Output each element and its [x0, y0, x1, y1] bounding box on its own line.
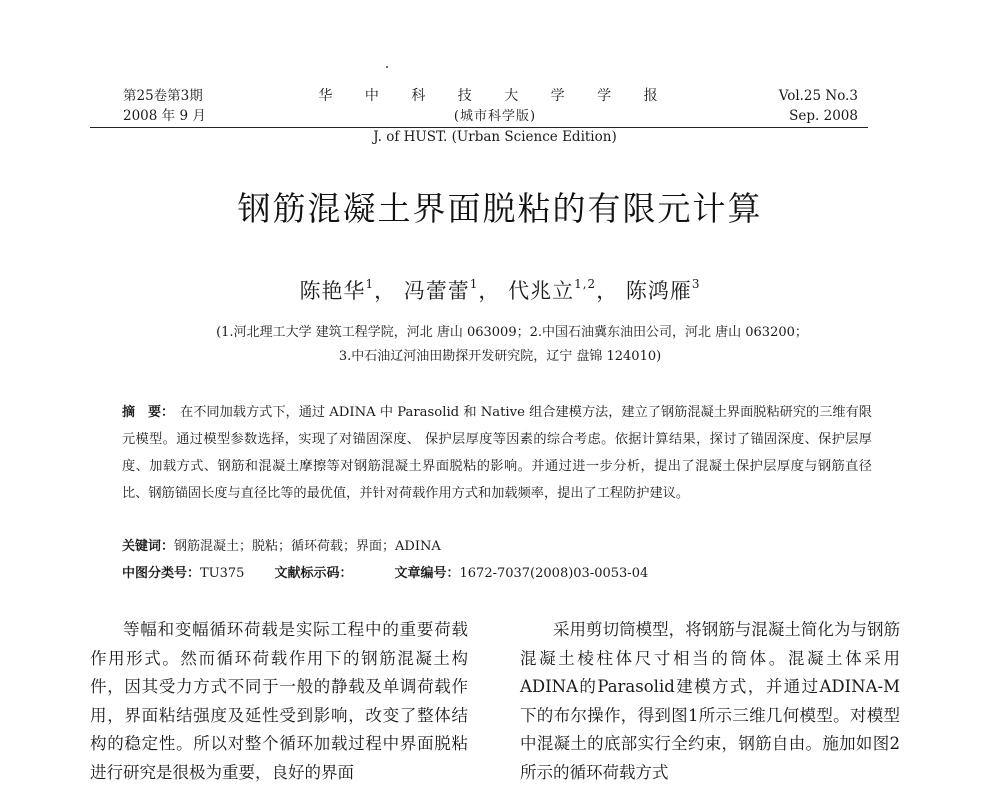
journal-name-cn: 华 中 科 技 大 学 学 报(城市科学版)	[318, 88, 672, 124]
doc-code-label: 文献标示码：	[274, 566, 353, 581]
body-paragraph: 采用剪切筒模型，将钢筋与混凝土简化为与钢筋混凝土棱柱体尺寸相当的筒体。混凝土体采用ADINA的Parasolid建模方式，并通过ADINA-M下的布尔操作，得到图1所示三维几何模型。对模型中混凝土的底部实行全约束，钢筋自由。施加如图2所示的循环荷载方式	[520, 620, 900, 782]
journal-name-en: J. of HUST. (Urban Science Edition)	[373, 129, 617, 145]
paper-title: 钢筋混凝土界面脱粘的有限元计算	[237, 189, 763, 228]
abstract-text: 在不同加载方式下，通过 ADINA 中 Parasolid 和 Native 组合建模方法，建立了钢筋混凝土界面脱粘研究的三维有限元模型。通过模型参数选择，实现了对锚固深度、 保护层厚度等因素的综合考虑。依据计算结果，探讨了锚固深度、保护层厚度、加载方式、钢筋和混凝土摩擦等对钢筋混凝土界面脱粘的影响。并通过进一步分析，提出了混凝土保护层厚度与钢筋直径比、钢筋锚固长度与直径比等的最优值，并针对荷载作用方式和加载频率，提出了工程防护建议。	[122, 405, 872, 501]
clc-value: TU375	[200, 566, 245, 581]
keywords-label: 关键词：	[122, 539, 175, 554]
header-volume: 第25卷第3期	[123, 88, 203, 104]
header-date: 2008 年 9 月	[123, 108, 206, 124]
author: 代兆立	[508, 279, 575, 303]
header-issue	[123, 86, 206, 126]
author-affil-mark: 3	[691, 277, 701, 291]
affiliation-line-1: (1.河北理工大学 建筑工程学院，河北 唐山 063009；2.中国石油冀东油田公司，河北 唐山 063200；	[216, 325, 808, 340]
keywords-text: 钢筋混凝土；脱粘；循环荷载；界面；ADINA	[174, 539, 441, 554]
body-column-left	[90, 616, 468, 787]
body-column-right	[520, 616, 900, 787]
keywords	[122, 535, 441, 559]
author: 冯蕾蕾	[403, 279, 470, 303]
author: 陈鸿雁	[625, 279, 692, 303]
abstract-label: 摘 要：	[122, 405, 175, 420]
author-affil-mark: 1	[365, 277, 375, 291]
affiliation-line-2: 3.中石油辽河油田勘探开发研究院，辽宁 盘锦 124010)	[338, 349, 662, 364]
author-affil-mark: 1,2	[574, 277, 597, 291]
article-number-value: 1672-7037(2008)03-0053-04	[459, 566, 649, 581]
author: 陈艳华	[299, 279, 366, 303]
author-list: 陈艳华$^1$， 冯蕾蕾$^1$， 代兆立$^{1,2}$， 陈鸿雁$^3$	[299, 277, 701, 303]
decorative-dot	[386, 66, 388, 68]
classification-line	[122, 562, 648, 586]
header-rule	[90, 127, 868, 128]
article-number-label: 文章编号：	[394, 566, 460, 581]
header-date-en: Sep. 2008	[789, 108, 858, 124]
journal-edition-cn: (城市科学版)	[453, 109, 537, 124]
header-vol-no: Vol.25 No.3	[778, 88, 858, 104]
clc-label: 中图分类号：	[122, 566, 201, 581]
header-journal	[315, 86, 675, 147]
body-paragraph: 等幅和变幅循环荷载是实际工程中的重要荷载作用形式。然而循环荷载作用下的钢筋混凝土构件，因其受力方式不同于一般的静载及单调荷载作用，界面粘结强度及延性受到影响，改变了整体结构的稳定性。所以对整个循环加载过程中界面脱粘进行研究是很极为重要，良好的界面	[90, 620, 468, 782]
abstract	[122, 399, 872, 507]
header-volume-en	[779, 86, 858, 126]
author-affil-mark: 1	[469, 277, 479, 291]
